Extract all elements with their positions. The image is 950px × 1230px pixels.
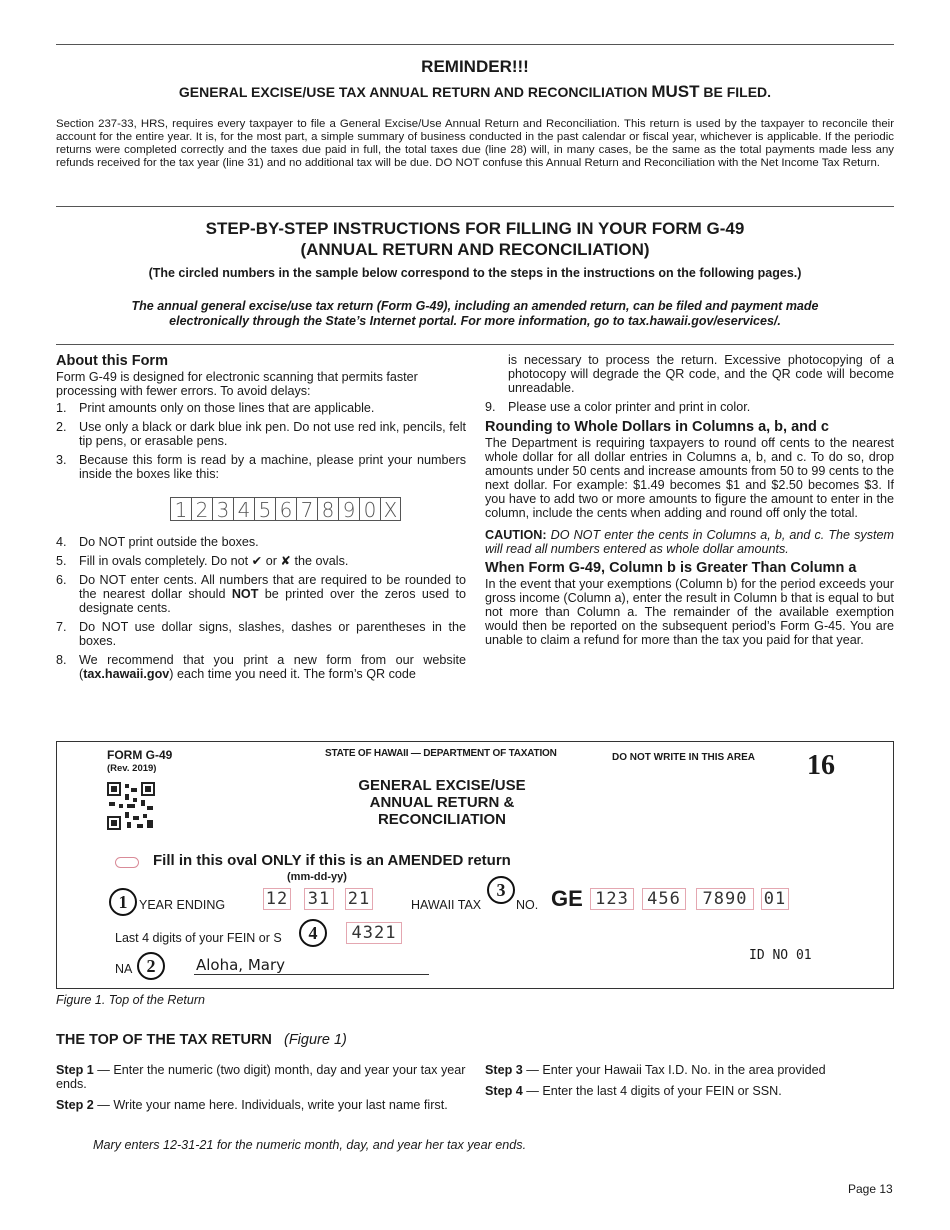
list-item: [56, 453, 466, 521]
step-label: Step 2: [56, 1098, 94, 1112]
rounding-heading: Rounding to Whole Dollars in Columns a, b, and c: [485, 419, 829, 435]
about-list: [56, 401, 466, 681]
tax-no-label: NO.: [516, 898, 539, 912]
item-number: 3.: [56, 453, 67, 467]
day-box: 31: [304, 888, 334, 910]
item-text: ) each time you need it. The form’s QR code: [169, 667, 416, 681]
top-rule: [56, 44, 894, 45]
step-label: Step 4: [485, 1084, 523, 1098]
step-text: — Enter your Hawaii Tax I.D. No. in the area provided: [522, 1063, 826, 1077]
top-of-return-title: [56, 1032, 347, 1048]
item-number: 5.: [56, 554, 67, 568]
section-rule-2: [56, 344, 894, 345]
form-revision: (Rev. 2019): [107, 763, 157, 774]
date-format-label: (mm-dd-yy): [287, 871, 347, 883]
amended-oval: [115, 857, 139, 868]
item-text: Because this form is read by a machine, please print your numbers inside the boxes like this:: [79, 453, 466, 481]
item-text: Please use a color printer and print in color.: [508, 400, 751, 414]
instructions-note: (The circled numbers in the sample below correspond to the steps in the instructions on the following pages.): [148, 266, 802, 280]
list-item: [56, 401, 466, 415]
list-item: [56, 573, 466, 615]
about-list-cont: [485, 400, 894, 414]
caution-text: [485, 528, 894, 556]
item-text: the ovals.: [290, 554, 349, 568]
page-number: Page 13: [848, 1182, 893, 1196]
check-mark-icon: ✔: [251, 554, 263, 568]
digit-box: 1: [170, 497, 191, 521]
tax-id-box-1: 123: [590, 888, 634, 910]
list-item: [56, 420, 466, 448]
tax-id-box-4: 01: [761, 888, 789, 910]
digit-box: 4: [233, 497, 254, 521]
list-item: [56, 554, 466, 568]
fein-box: 4321: [346, 922, 402, 944]
ge-prefix: GE: [551, 886, 583, 911]
item-text: Do NOT enter cents. All numbers that are required to be rounded to the nearest dollar should: [79, 573, 466, 601]
website-link: tax.hawaii.gov: [83, 667, 170, 681]
digit-box: 8: [317, 497, 338, 521]
intro-paragraph: Section 237-33, HRS, requires every taxpayer to file a General Excise/Use Annual Return and Reconciliation. This return is used by the taxpayer to reconcile their account for the entire year. It is, for the most part, a simple summary of business conducted in the past calendar or fiscal year, whichever is applicable. If the periodic returns were completed correctly and the taxes due paid in full, the total taxes due (line 28) will, in many cases, be the same as the total payments made less any refunds received for the tax year (line 31) and no additional tax will be due. DO NOT confuse this Annual Return and Reconciliation with the Net Income Tax Return.: [56, 118, 894, 169]
amended-label: Fill in this oval ONLY if this is an AMENDED return: [153, 852, 511, 869]
month-box: 12: [263, 888, 291, 910]
step-circle-1: 1: [109, 888, 137, 916]
sample-digit-boxes: [170, 497, 466, 521]
state-header: STATE OF HAWAII — DEPARTMENT OF TAXATION: [325, 748, 557, 759]
item-number: 9.: [485, 400, 496, 414]
step-label: Step 1: [56, 1063, 94, 1077]
step-1: [56, 1063, 466, 1091]
year-ending-label: YEAR ENDING: [139, 898, 226, 912]
item-number: 7.: [56, 620, 67, 634]
name-label: NA: [115, 962, 133, 976]
form-page-code: 16: [807, 750, 835, 781]
figure-caption: Figure 1. Top of the Return: [56, 993, 205, 1007]
fein-label: Last 4 digits of your FEIN or S: [115, 931, 282, 945]
list-item: [56, 535, 466, 549]
item-text: be printed over the zeros used to designate cents.: [79, 587, 466, 615]
form-title-line: GENERAL EXCISE/USE: [358, 777, 526, 794]
list-item: [485, 400, 894, 414]
step-circle-4: 4: [299, 919, 327, 947]
reminder-subtitle: [56, 82, 894, 102]
digit-box: 7: [296, 497, 317, 521]
digit-box: 2: [191, 497, 212, 521]
list-item: [56, 620, 466, 648]
step-4: [485, 1084, 894, 1098]
id-number: ID NO 01: [749, 948, 812, 963]
cross-mark-icon: ✘: [280, 554, 291, 568]
item-text: Use only a black or dark blue ink pen. Do not use red ink, pencils, felt tip pens, or erasable pens.: [79, 420, 466, 448]
item-text: or: [262, 554, 281, 568]
item-text: Do NOT print outside the boxes.: [79, 535, 259, 549]
reminder-title: REMINDER!!!: [421, 57, 529, 76]
step-2: [56, 1098, 466, 1112]
reminder-sub-a: GENERAL EXCISE/USE TAX ANNUAL RETURN AND RECONCILIATION: [178, 84, 652, 100]
step-circle-2: 2: [137, 952, 165, 980]
about-column: [56, 353, 466, 686]
caution-body: DO NOT enter the cents in Columns a, b, and c. The system will read all numbers entered as whole dollar amounts.: [485, 528, 894, 556]
efile-line2: electronically through the State’s Internet portal. For more information, go to tax.hawaii.gov/eservices/.: [169, 314, 781, 328]
digit-box: 9: [338, 497, 359, 521]
form-title-line: ANNUAL RETURN &: [369, 794, 515, 811]
item-number: 8.: [56, 653, 67, 667]
step-circle-3: 3: [487, 876, 515, 904]
about-heading: About this Form: [56, 353, 168, 369]
digit-box: 5: [254, 497, 275, 521]
step-text: — Write your name here. Individuals, write your last name first.: [93, 1098, 448, 1112]
steps-right: [485, 1063, 894, 1105]
section-rule: [56, 206, 894, 207]
form-title-line: RECONCILIATION: [377, 811, 507, 828]
rounding-text: The Department is requiring taxpayers to round off cents to the nearest whole dollar for all dollar entries in Columns a, b, and c. To do so, drop amounts under 50 cents and increase amounts from 50 to 99 cents to the next dollar. For example: $1.49 becomes $1 and $2.50 becomes $3. If you have to add two or more amounts to figure the amount to enter in the column, include the cents when adding and round off only the total.: [485, 436, 894, 520]
column-b-heading: When Form G-49, Column b is Greater Than Column a: [485, 560, 857, 576]
digit-box: 3: [212, 497, 233, 521]
item-number: 2.: [56, 420, 67, 434]
digit-box: 6: [275, 497, 296, 521]
instructions-title: [56, 218, 894, 260]
item-text: Print amounts only on those lines that are applicable.: [79, 401, 375, 415]
form-sample-figure: [56, 741, 894, 989]
caution-label: CAUTION:: [485, 528, 547, 542]
item-number: 6.: [56, 573, 67, 587]
instructions-title-line1: STEP-BY-STEP INSTRUCTIONS FOR FILLING IN YOUR FORM G-49: [205, 219, 745, 238]
efile-note: [56, 299, 894, 329]
list-item: [56, 653, 466, 681]
item-text: We recommend that you print a new form from our website (: [79, 653, 466, 681]
column-b-text: In the event that your exemptions (Column b) for the period exceeds your gross income (Column a), enter the result in Column b that is equal to but not more than Column a. The remainder of the available exemption would then be reported on the subsequent period’s Form G-45. You are unable to claim a refund for more than the tax you paid for that year.: [485, 577, 894, 647]
step-text: — Enter the numeric (two digit) month, day and year your tax year ends.: [56, 1063, 466, 1091]
form-number: FORM G-49: [107, 748, 173, 762]
name-field: Aloha, Mary: [194, 956, 429, 975]
steps-left: [56, 1063, 466, 1119]
tax-id-box-2: 456: [642, 888, 686, 910]
tax-id-box-3: 7890: [696, 888, 754, 910]
item-text: Do NOT use dollar signs, slashes, dashes or parentheses in the boxes.: [79, 620, 466, 648]
step-3: [485, 1063, 894, 1077]
step-label: Step 3: [485, 1063, 523, 1077]
item-number: 4.: [56, 535, 67, 549]
reminder-sub-b: BE FILED.: [699, 84, 772, 100]
item-text: Fill in ovals completely. Do not: [79, 554, 252, 568]
item-bold: NOT: [231, 587, 259, 601]
right-column: [485, 353, 894, 647]
about-intro: Form G-49 is designed for electronic scanning that permits faster processing with fewer errors. To avoid delays:: [56, 370, 418, 398]
example-note: Mary enters 12-31-21 for the numeric month, day, and year her tax year ends.: [93, 1138, 527, 1152]
digit-box: 0: [359, 497, 380, 521]
instructions-title-line2: (ANNUAL RETURN AND RECONCILIATION): [300, 240, 650, 259]
qr-code-icon: [107, 782, 155, 830]
top-title-text: THE TOP OF THE TAX RETURN: [56, 1032, 272, 1048]
step-text: — Enter the last 4 digits of your FEIN or SSN.: [522, 1084, 782, 1098]
efile-line1: The annual general excise/use tax return (Form G-49), including an amended return, can be filed and payment made: [131, 299, 819, 313]
figure-reference: (Figure 1): [284, 1032, 347, 1048]
do-not-write-label: DO NOT WRITE IN THIS AREA: [612, 752, 755, 763]
item-number: 1.: [56, 401, 67, 415]
hawaii-tax-label: HAWAII TAX: [411, 898, 482, 912]
reminder-must: MUST: [651, 82, 700, 101]
year-box: 21: [345, 888, 373, 910]
form-title: [327, 777, 557, 828]
item8-continued: is necessary to process the return. Excessive photocopying of a photocopy will degrade the QR code, and the QR code will become unreadable.: [508, 353, 894, 395]
digit-box: X: [380, 497, 401, 521]
